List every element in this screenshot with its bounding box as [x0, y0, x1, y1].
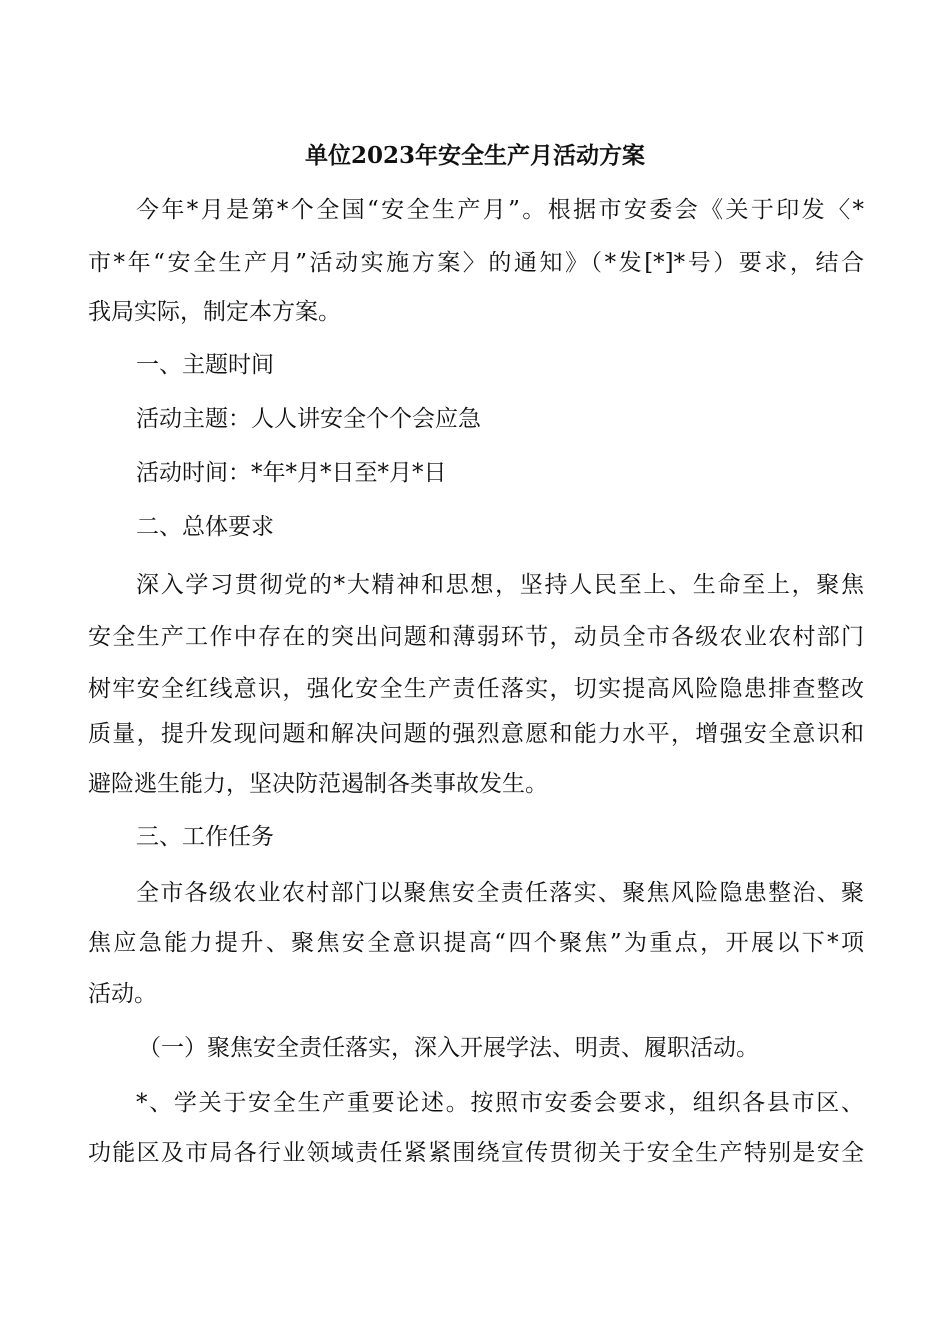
document-title: 单位2023年安全生产月活动方案	[304, 142, 645, 169]
section-heading: 二、总体要求	[136, 514, 274, 540]
paragraph-line: 活动。	[88, 981, 157, 1007]
paragraph-line: *、学关于安全生产重要论述。按照市安委会要求，组织各县市区、	[136, 1090, 864, 1116]
paragraph-line: 质量，提升发现问题和解决问题的强烈意愿和能力水平，增强安全意识和	[88, 721, 864, 747]
section-heading: 三、工作任务	[136, 824, 274, 850]
paragraph-line: 焦应急能力提升、聚焦安全意识提高“四个聚焦”为重点，开展以下*项	[88, 930, 864, 956]
paragraph-line: 避险逃生能力，坚决防范遏制各类事故发生。	[88, 771, 548, 797]
paragraph-line: 市*年“安全生产月”活动实施方案〉的通知》（*发[*]*号）要求，结合	[88, 250, 864, 276]
section-heading: 一、主题时间	[136, 352, 274, 378]
subsection-heading: （一）聚焦安全责任落实，深入开展学法、明责、履职活动。	[138, 1035, 759, 1061]
paragraph-line: 活动主题：人人讲安全个个会应急	[136, 406, 481, 432]
paragraph-line: 今年*月是第*个全国“安全生产月”。根据市安委会《关于印发〈*	[136, 197, 864, 223]
paragraph-line: 功能区及市局各行业领域责任紧紧围绕宣传贯彻关于安全生产特别是安全	[88, 1140, 864, 1166]
paragraph-line: 我局实际，制定本方案。	[88, 299, 341, 325]
paragraph-line: 全市各级农业农村部门以聚焦安全责任落实、聚焦风险隐患整治、聚	[136, 880, 864, 906]
paragraph-line: 活动时间：*年*月*日至*月*日	[136, 460, 447, 486]
paragraph-line: 树牢安全红线意识，强化安全生产责任落实，切实提高风险隐患排查整改	[88, 676, 864, 702]
paragraph-line: 深入学习贯彻党的*大精神和思想，坚持人民至上、生命至上，聚焦	[136, 572, 864, 598]
paragraph-line: 安全生产工作中存在的突出问题和薄弱环节，动员全市各级农业农村部门	[88, 624, 864, 650]
